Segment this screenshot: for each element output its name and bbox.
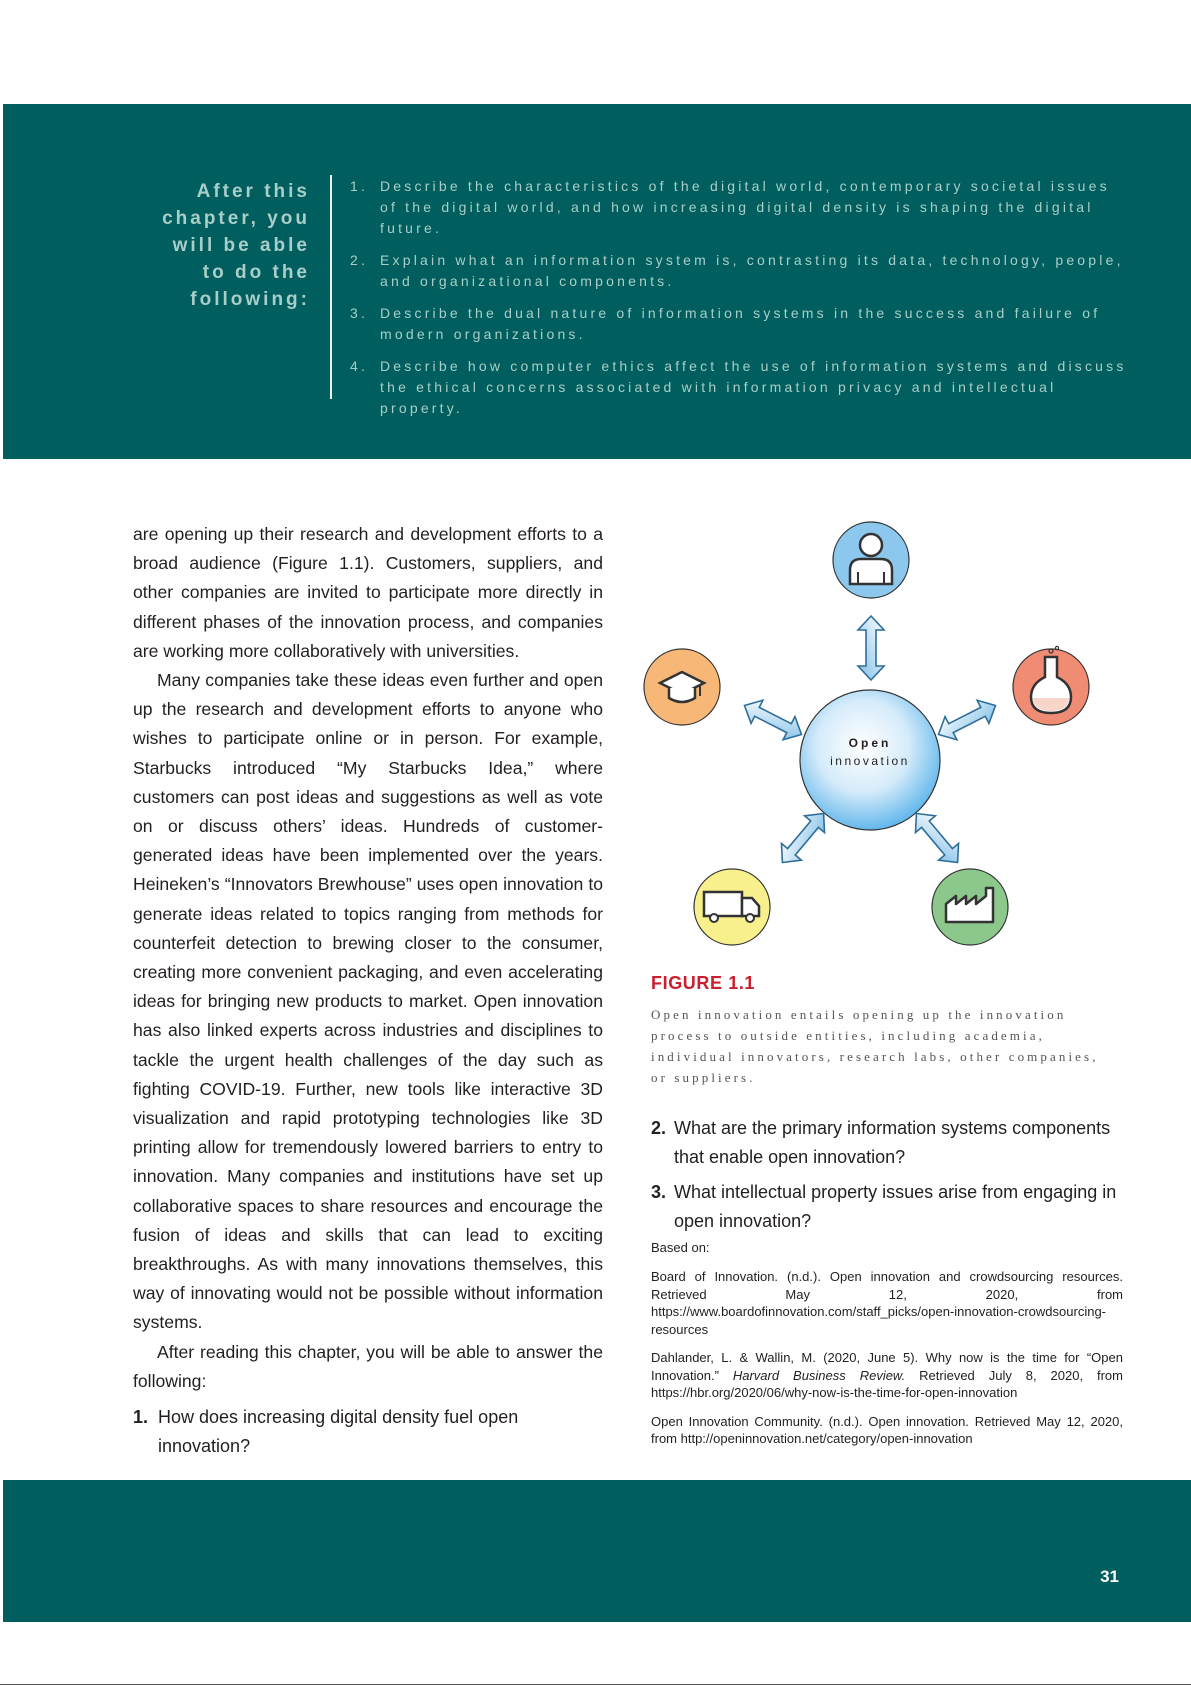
objective-number: 1. <box>350 178 369 194</box>
figure-title: FIGURE 1.1 <box>651 973 756 993</box>
objectives-divider <box>330 175 332 399</box>
question-item <box>651 1114 1126 1172</box>
question-text: How does increasing digital density fuel open innovation? <box>158 1407 519 1457</box>
intro-line: will be able <box>172 235 310 256</box>
based-on-label: Based on: <box>651 1240 710 1255</box>
intro-line: chapter, you <box>162 208 310 229</box>
references <box>651 1268 1123 1459</box>
objective-text: Explain what an information system is, contrasting its data, technology, people, and organizational components. <box>380 252 1124 289</box>
objective-text: Describe how computer ethics affect the use of information systems and discuss the ethical concerns associated with information privacy and intellectual property. <box>380 358 1127 416</box>
question-number: 1. <box>133 1407 149 1428</box>
arrow-academia <box>739 694 808 746</box>
objective-text: Describe the dual nature of information systems in the success and failure of modern organizations. <box>380 305 1101 342</box>
reference-text: Dahlander, L. & Wallin, M. (2020, June 5). Why now is the time for “Open Innovation.” <box>651 1350 1123 1383</box>
center-label-innovation: innovation <box>830 754 910 768</box>
objectives-intro-label <box>150 178 310 313</box>
question-item <box>651 1178 1126 1236</box>
objective-number: 3. <box>350 305 369 321</box>
question-text: What intellectual property issues arise from engaging in open innovation? <box>674 1182 1117 1231</box>
supplier-node <box>694 869 770 945</box>
reference-item <box>651 1349 1123 1402</box>
footer-band <box>3 1480 1191 1622</box>
page-number: 31 <box>1100 1567 1119 1586</box>
arrow-lab <box>933 694 1002 746</box>
reference-journal: Harvard Business Review. <box>732 1367 906 1383</box>
objective-item <box>350 356 1130 419</box>
question-number: 3. <box>651 1182 667 1202</box>
body-text-column <box>133 520 603 1461</box>
objective-item <box>350 303 1130 345</box>
question-list-continued <box>651 1114 1126 1242</box>
body-paragraph: are opening up their research and development efforts to a broad audience (Figure 1.1). Customers, suppliers, and other companies are invited to participate more directly in different phases of the innovation process, and companies are working more collaboratively with universities. <box>133 524 603 661</box>
intro-line: following: <box>190 289 310 310</box>
person-node <box>833 522 909 598</box>
industry-node <box>932 869 1008 945</box>
center-label-open: Open <box>848 736 892 750</box>
reference-item: Open Innovation Community. (n.d.). Open innovation. Retrieved May 12, 2020, from http://openinnovation.net/category/open-innovation <box>651 1413 1123 1446</box>
objective-text: Describe the characteristics of the digital world, contemporary societal issues of the digital world, and how increasing digital density is shaping the digital future. <box>380 178 1110 236</box>
question-list <box>133 1403 603 1461</box>
arrow-person <box>858 616 884 680</box>
body-paragraph: After reading this chapter, you will be able to answer the following: <box>133 1341 603 1391</box>
body-paragraph: Many companies take these ideas even further and open up the research and development efforts to anyone who wishes to participate online or in person. For example, Starbucks introduced “My Starbucks Idea,” where customers can post ideas and suggestions as well as vote on or discuss others’ ideas. Hundreds of customer-generated ideas have been implemented over the years. Heineken’s “Innovators Brewhouse” uses open innovation to generate ideas related to topics ranging from methods for counterfeit detection to brewing closer to the consumer, creating more convenient packaging, and even accelerating ideas for bringing new products to market. Open innovation has also linked experts across industries and disciplines to tackle the urgent health challenges of the day such as fighting COVID-19. Further, new tools like interactive 3D visualization and rapid prototyping technologies like 3D printing allow for tremendously lowered barriers to entry to innovation. Many companies and institutions have set up collaborative spaces to share resources and encourage the fusion of ideas and skills that can lead to exciting breakthroughs. As with many innovations themselves, this way of innovating would not be possible without information systems. <box>133 670 603 1333</box>
open-innovation-diagram <box>640 520 1120 960</box>
objective-item <box>350 250 1130 292</box>
intro-line: to do the <box>202 262 310 283</box>
objectives-list <box>350 176 1130 430</box>
figure-caption: Open innovation entails opening up the innovation process to outside entities, including academia, individual innovators, research labs, other companies, or suppliers. <box>651 1007 1099 1085</box>
lab-node <box>1013 646 1089 725</box>
question-number: 2. <box>651 1118 667 1138</box>
objective-item <box>350 176 1130 239</box>
academia-node <box>644 649 720 725</box>
arrow-industry <box>906 805 967 871</box>
question-text: What are the primary information systems components that enable open innovation? <box>674 1118 1111 1167</box>
arrow-supplier <box>772 805 833 871</box>
objective-number: 4. <box>350 358 369 374</box>
objective-number: 2. <box>350 252 369 268</box>
reference-text: Retrieved July 8, 2020, from https://hbr.org/2020/06/why-now-is-the-time-for-open-innovation <box>651 1367 1123 1400</box>
question-item <box>133 1403 603 1461</box>
reference-item: Board of Innovation. (n.d.). Open innovation and crowdsourcing resources. Retrieved May 12, 2020, from https://www.boardofinnovation.com/staff_picks/open-innovation-crowdsourcing-resources <box>651 1269 1123 1337</box>
intro-line: After this <box>196 181 310 202</box>
